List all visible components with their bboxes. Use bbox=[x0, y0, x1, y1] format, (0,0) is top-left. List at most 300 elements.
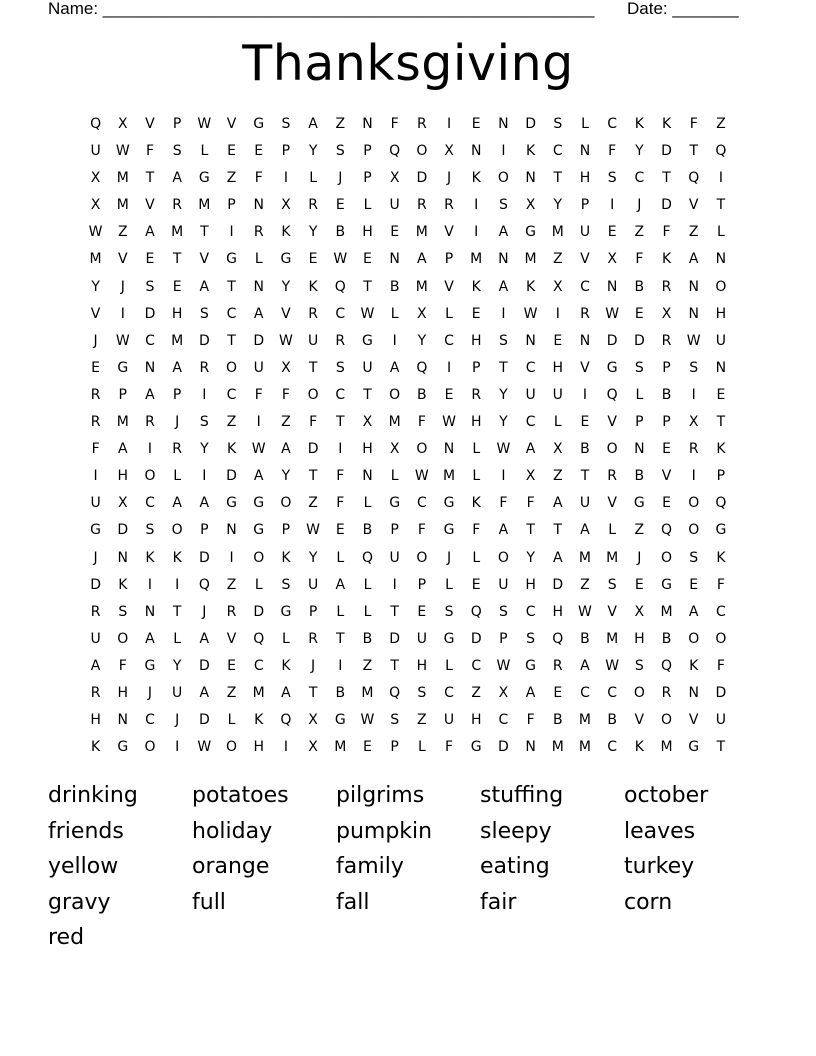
grid-letter: W bbox=[442, 414, 456, 431]
grid-letter: W bbox=[306, 522, 321, 539]
grid-letter: X bbox=[607, 251, 617, 268]
word-list-item: family bbox=[336, 854, 404, 879]
grid-letter: P bbox=[118, 386, 127, 403]
grid-letter: R bbox=[607, 468, 618, 485]
grid-letter: K bbox=[634, 739, 644, 756]
grid-letter: F bbox=[689, 116, 698, 132]
grid-letter: R bbox=[226, 603, 237, 620]
grid-letter: W bbox=[605, 305, 620, 322]
grid-letter: D bbox=[253, 332, 265, 349]
grid-letter: A bbox=[145, 224, 155, 241]
word-list-item: orange bbox=[192, 854, 270, 879]
grid-letter: R bbox=[308, 305, 318, 322]
grid-letter: R bbox=[90, 603, 101, 620]
grid-letter: M bbox=[361, 684, 374, 701]
grid-letter: D bbox=[606, 332, 618, 349]
grid-letter: T bbox=[363, 386, 372, 403]
grid-row bbox=[82, 223, 742, 250]
grid-row bbox=[82, 657, 742, 684]
grid-letter: X bbox=[417, 305, 427, 322]
grid-letter: V bbox=[444, 278, 454, 295]
grid-letter: R bbox=[661, 684, 672, 701]
grid-letter: V bbox=[117, 251, 128, 268]
grid-letter: E bbox=[145, 251, 155, 268]
grid-letter: A bbox=[552, 495, 563, 512]
grid-letter: G bbox=[144, 657, 156, 674]
grid-letter: K bbox=[661, 251, 672, 268]
grid-letter: W bbox=[523, 305, 538, 322]
word-list-item: october bbox=[624, 783, 709, 808]
grid-letter: R bbox=[471, 386, 482, 403]
grid-letter: N bbox=[362, 468, 373, 485]
grid-letter: Q bbox=[715, 143, 727, 160]
grid-letter: E bbox=[335, 522, 345, 539]
grid-letter: A bbox=[552, 549, 563, 566]
grid-letter: T bbox=[716, 414, 726, 431]
grid-letter: X bbox=[362, 414, 373, 431]
grid-letter: Q bbox=[688, 170, 700, 187]
grid-letter: M bbox=[415, 278, 428, 295]
grid-letter: O bbox=[117, 630, 129, 647]
grid-letter: N bbox=[226, 522, 237, 539]
grid-row bbox=[82, 711, 742, 738]
grid-letter: O bbox=[497, 170, 509, 187]
grid-letter: D bbox=[470, 630, 482, 647]
grid-letter: M bbox=[660, 603, 673, 620]
grid-letter: E bbox=[363, 251, 372, 268]
grid-letter: H bbox=[470, 712, 482, 729]
grid-letter: B bbox=[580, 441, 590, 458]
grid-letter: V bbox=[580, 359, 590, 376]
grid-letter: O bbox=[416, 441, 428, 458]
grid-row bbox=[82, 576, 742, 603]
grid-letter: N bbox=[525, 739, 536, 756]
grid-letter: F bbox=[254, 386, 263, 403]
grid-letter: Y bbox=[553, 197, 563, 214]
word-list-item: friends bbox=[48, 818, 124, 844]
grid-letter: Q bbox=[253, 630, 265, 647]
grid-letter: L bbox=[717, 224, 725, 241]
grid-letter: D bbox=[633, 332, 645, 349]
grid-letter: Y bbox=[91, 278, 100, 295]
grid-letter: I bbox=[338, 657, 343, 674]
grid-letter: G bbox=[688, 739, 700, 756]
grid-letter: Y bbox=[499, 386, 508, 403]
grid-letter: J bbox=[311, 657, 316, 674]
grid-letter: L bbox=[336, 549, 345, 566]
word-list-item: leaves bbox=[624, 818, 696, 844]
grid-letter: C bbox=[416, 495, 427, 512]
grid-letter: K bbox=[172, 549, 182, 566]
grid-row bbox=[82, 115, 742, 142]
grid-letter: S bbox=[689, 549, 699, 566]
grid-letter: U bbox=[579, 224, 591, 241]
grid-letter: H bbox=[470, 332, 482, 349]
grid-letter: E bbox=[689, 576, 699, 593]
grid-letter: H bbox=[715, 305, 727, 322]
grid-letter: C bbox=[634, 170, 645, 187]
grid-letter: D bbox=[144, 305, 156, 322]
grid-letter: L bbox=[635, 386, 644, 403]
grid-letter: Z bbox=[335, 116, 346, 132]
grid-letter: A bbox=[580, 657, 590, 674]
grid-letter: O bbox=[416, 143, 428, 160]
grid-letter: V bbox=[607, 495, 617, 512]
grid-letter: I bbox=[446, 116, 452, 132]
grid-letter: W bbox=[360, 712, 375, 729]
grid-letter: O bbox=[307, 386, 319, 403]
grid-letter: A bbox=[117, 441, 128, 458]
grid-letter: M bbox=[198, 197, 211, 214]
grid-letter: K bbox=[716, 441, 726, 458]
grid-letter: T bbox=[308, 468, 318, 485]
grid-letter: E bbox=[91, 359, 101, 376]
grid-letter: R bbox=[661, 332, 672, 349]
grid-letter: N bbox=[470, 143, 482, 160]
grid-letter: Z bbox=[117, 224, 128, 241]
word-list-item: fall bbox=[336, 889, 370, 915]
grid-letter: T bbox=[336, 630, 345, 647]
grid-letter: C bbox=[607, 116, 618, 132]
grid-letter: A bbox=[389, 359, 400, 376]
grid-letter: A bbox=[199, 684, 210, 701]
grid-letter: R bbox=[688, 441, 699, 458]
grid-letter: K bbox=[145, 549, 155, 566]
grid-letter: Q bbox=[661, 657, 673, 674]
grid-letter: E bbox=[444, 386, 454, 403]
grid-letter: P bbox=[662, 359, 671, 376]
grid-letter: I bbox=[283, 170, 288, 187]
grid-letter: F bbox=[145, 143, 154, 160]
grid-letter: F bbox=[662, 224, 671, 241]
grid-letter: U bbox=[362, 359, 373, 376]
grid-letter: U bbox=[579, 495, 591, 512]
grid-letter: F bbox=[254, 170, 263, 187]
grid-letter: W bbox=[115, 332, 130, 349]
grid-letter: F bbox=[417, 522, 426, 539]
grid-letter: L bbox=[254, 251, 263, 268]
grid-letter: I bbox=[610, 197, 615, 214]
grid-letter: S bbox=[199, 305, 209, 322]
grid-letter: M bbox=[606, 630, 619, 647]
grid-letter: H bbox=[117, 468, 129, 485]
grid-row bbox=[82, 467, 742, 494]
grid-letter: C bbox=[580, 684, 590, 701]
grid-letter: E bbox=[553, 684, 563, 701]
grid-letter: K bbox=[281, 224, 291, 241]
grid-letter: P bbox=[390, 739, 399, 756]
word-list-item: corn bbox=[624, 889, 673, 915]
grid-letter: S bbox=[607, 576, 617, 593]
word-list-item: red bbox=[48, 925, 85, 950]
grid-letter: X bbox=[552, 278, 563, 295]
grid-letter: Q bbox=[715, 495, 727, 512]
grid-letter: E bbox=[227, 657, 236, 674]
grid-letter: T bbox=[363, 278, 372, 295]
grid-letter: V bbox=[607, 414, 617, 431]
grid-letter: I bbox=[283, 739, 288, 756]
grid-letter: L bbox=[173, 468, 182, 485]
grid-letter: F bbox=[281, 386, 290, 403]
grid-letter: Z bbox=[226, 576, 237, 593]
grid-letter: M bbox=[334, 739, 347, 756]
grid-letter: V bbox=[688, 197, 699, 214]
grid-letter: K bbox=[716, 549, 726, 566]
grid-letter: T bbox=[227, 332, 236, 349]
grid-letter: L bbox=[254, 576, 263, 593]
grid-letter: M bbox=[171, 224, 184, 241]
grid-letter: O bbox=[171, 522, 183, 539]
grid-letter: W bbox=[333, 251, 348, 268]
grid-letter: Y bbox=[308, 549, 318, 566]
grid-letter: S bbox=[172, 143, 182, 160]
grid-letter: D bbox=[198, 712, 210, 729]
grid-letter: I bbox=[175, 576, 180, 593]
grid-letter: N bbox=[144, 359, 156, 376]
grid-letter: K bbox=[308, 278, 318, 295]
grid-letter: J bbox=[175, 414, 180, 431]
grid-letter: J bbox=[338, 170, 343, 187]
grid-letter: T bbox=[716, 197, 726, 214]
grid-letter: K bbox=[471, 278, 481, 295]
grid-row bbox=[82, 196, 742, 223]
grid-letter: Z bbox=[580, 576, 590, 593]
grid-letter: M bbox=[660, 739, 673, 756]
grid-letter: I bbox=[474, 197, 479, 214]
grid-letter: T bbox=[526, 522, 535, 539]
grid-letter: V bbox=[281, 305, 291, 322]
grid-letter: A bbox=[580, 522, 590, 539]
grid-letter: M bbox=[442, 468, 456, 485]
grid-letter: A bbox=[688, 251, 699, 268]
grid-letter: S bbox=[390, 712, 400, 729]
grid-letter: M bbox=[470, 251, 483, 268]
grid-letter: B bbox=[607, 712, 617, 729]
grid-row bbox=[82, 169, 742, 196]
grid-letter: B bbox=[335, 684, 346, 701]
grid-letter: U bbox=[307, 332, 319, 349]
grid-letter: S bbox=[335, 359, 345, 376]
grid-letter: S bbox=[118, 603, 128, 620]
grid-letter: P bbox=[390, 522, 399, 539]
grid-letter: K bbox=[661, 116, 672, 132]
grid-letter: B bbox=[362, 630, 373, 647]
word-list-item: full bbox=[192, 889, 226, 915]
grid-letter: T bbox=[308, 684, 318, 701]
grid-letter: E bbox=[607, 224, 617, 241]
grid-letter: G bbox=[525, 224, 537, 241]
grid-letter: D bbox=[498, 739, 509, 756]
grid-letter: Q bbox=[280, 712, 292, 729]
grid-letter: O bbox=[688, 630, 700, 647]
grid-letter: L bbox=[200, 143, 209, 160]
grid-letter: O bbox=[497, 549, 509, 566]
grid-letter: C bbox=[335, 305, 346, 322]
grid-letter: U bbox=[90, 630, 101, 647]
grid-letter: C bbox=[145, 332, 155, 349]
grid-row bbox=[82, 440, 742, 467]
grid-letter: F bbox=[336, 468, 345, 485]
grid-letter: M bbox=[415, 224, 428, 241]
grid-letter: Q bbox=[361, 549, 373, 566]
grid-letter: T bbox=[553, 170, 563, 187]
grid-letter: G bbox=[470, 739, 482, 756]
grid-letter: X bbox=[308, 739, 318, 756]
grid-letter: X bbox=[525, 197, 536, 214]
grid-letter: B bbox=[335, 224, 346, 241]
grid-letter: A bbox=[281, 441, 291, 458]
grid-letter: F bbox=[526, 495, 535, 512]
grid-letter: D bbox=[198, 549, 210, 566]
word-list-item: holiday bbox=[192, 818, 273, 844]
grid-letter: V bbox=[634, 712, 645, 729]
grid-letter: T bbox=[553, 522, 563, 539]
grid-letter: H bbox=[117, 684, 129, 701]
grid-letter: Y bbox=[499, 414, 508, 431]
grid-letter: E bbox=[335, 197, 345, 214]
grid-letter: T bbox=[145, 170, 155, 187]
grid-letter: X bbox=[661, 305, 672, 322]
grid-letter: K bbox=[471, 170, 481, 187]
grid-letter: G bbox=[117, 359, 129, 376]
grid-letter: B bbox=[580, 630, 590, 647]
grid-letter: C bbox=[580, 278, 590, 295]
grid-letter: N bbox=[117, 712, 129, 729]
grid-letter: J bbox=[93, 549, 98, 566]
grid-letter: A bbox=[525, 441, 536, 458]
grid-letter: G bbox=[253, 495, 265, 512]
grid-letter: L bbox=[390, 468, 399, 485]
grid-letter: N bbox=[715, 359, 727, 376]
grid-row bbox=[82, 413, 742, 440]
grid-letter: E bbox=[580, 414, 590, 431]
grid-letter: Y bbox=[308, 224, 318, 241]
grid-row bbox=[82, 738, 742, 765]
grid-letter: U bbox=[552, 386, 563, 403]
grid-letter: V bbox=[444, 224, 454, 241]
grid-letter: R bbox=[145, 414, 155, 431]
grid-row bbox=[82, 250, 742, 277]
grid-letter: I bbox=[147, 441, 153, 458]
grid-letter: Z bbox=[634, 522, 645, 539]
grid-letter: N bbox=[634, 441, 645, 458]
grid-letter: S bbox=[199, 414, 209, 431]
grid-letter: X bbox=[552, 441, 563, 458]
grid-row bbox=[82, 305, 742, 332]
grid-letter: I bbox=[555, 305, 560, 322]
grid-letter: Q bbox=[552, 630, 564, 647]
grid-letter: D bbox=[552, 576, 564, 593]
grid-letter: K bbox=[226, 441, 237, 458]
grid-letter: Y bbox=[200, 441, 209, 458]
grid-letter: O bbox=[633, 684, 645, 701]
grid-letter: U bbox=[90, 495, 101, 512]
grid-letter: L bbox=[363, 603, 372, 620]
grid-letter: I bbox=[392, 576, 397, 593]
word-list-item: eating bbox=[480, 854, 550, 879]
grid-letter: D bbox=[90, 576, 101, 593]
grid-letter: L bbox=[417, 739, 426, 756]
word-list-item: pumpkin bbox=[336, 818, 433, 844]
grid-letter: S bbox=[145, 522, 155, 539]
grid-letter: I bbox=[718, 170, 723, 187]
grid-letter: R bbox=[199, 359, 210, 376]
grid-letter: N bbox=[389, 251, 400, 268]
grid-letter: W bbox=[605, 657, 620, 674]
word-list-item: turkey bbox=[624, 854, 695, 879]
grid-letter: E bbox=[172, 278, 182, 295]
grid-letter: N bbox=[688, 278, 699, 295]
grid-letter: A bbox=[199, 278, 210, 295]
grid-letter: W bbox=[88, 224, 103, 241]
grid-letter: L bbox=[309, 170, 317, 187]
word-list-item: sleepy bbox=[480, 818, 552, 844]
grid-letter: X bbox=[117, 495, 128, 512]
grid-letter: K bbox=[281, 549, 291, 566]
grid-letter: B bbox=[417, 386, 427, 403]
grid-letter: C bbox=[525, 603, 536, 620]
grid-letter: V bbox=[688, 712, 699, 729]
grid-letter: W bbox=[360, 305, 375, 322]
grid-letter: N bbox=[525, 170, 536, 187]
grid-letter: G bbox=[90, 522, 102, 539]
grid-letter: U bbox=[172, 684, 183, 701]
grid-letter: D bbox=[226, 468, 237, 485]
grid-letter: A bbox=[199, 630, 210, 647]
grid-letter: Q bbox=[606, 386, 618, 403]
grid-letter: P bbox=[662, 414, 671, 431]
grid-letter: H bbox=[470, 414, 482, 431]
grid-letter: A bbox=[172, 359, 182, 376]
grid-letter: C bbox=[444, 332, 454, 349]
grid-letter: C bbox=[145, 495, 155, 512]
grid-letter: E bbox=[417, 603, 427, 620]
grid-letter: L bbox=[363, 197, 372, 214]
grid-letter: O bbox=[416, 549, 428, 566]
grid-letter: A bbox=[308, 116, 318, 132]
grid-letter: R bbox=[580, 305, 590, 322]
grid-letter: X bbox=[688, 414, 699, 431]
grid-letter: W bbox=[496, 657, 511, 674]
word-list-item: pilgrims bbox=[336, 783, 425, 808]
grid-letter: F bbox=[716, 576, 725, 593]
grid-letter: H bbox=[171, 305, 183, 322]
grid-letter: G bbox=[198, 170, 210, 187]
grid-letter: U bbox=[715, 332, 727, 349]
grid-letter: K bbox=[281, 657, 291, 674]
grid-letter: N bbox=[715, 251, 727, 268]
grid-letter: O bbox=[144, 739, 156, 756]
grid-letter: D bbox=[117, 522, 129, 539]
grid-letter: O bbox=[144, 468, 156, 485]
grid-letter: N bbox=[117, 549, 129, 566]
grid-letter: A bbox=[525, 684, 536, 701]
grid-letter: A bbox=[417, 251, 427, 268]
grid-letter: A bbox=[498, 278, 509, 295]
grid-letter: Z bbox=[362, 657, 373, 674]
grid-letter: P bbox=[580, 197, 590, 214]
grid-letter: R bbox=[416, 197, 427, 214]
grid-letter: E bbox=[363, 739, 372, 756]
grid-letter: G bbox=[280, 251, 292, 268]
grid-letter: Y bbox=[172, 657, 182, 674]
word-list bbox=[48, 778, 768, 956]
grid-letter: D bbox=[416, 170, 428, 187]
grid-letter: J bbox=[637, 549, 642, 566]
word-list-item: drinking bbox=[48, 783, 138, 808]
grid-letter: P bbox=[308, 603, 318, 620]
grid-letter: O bbox=[226, 739, 238, 756]
